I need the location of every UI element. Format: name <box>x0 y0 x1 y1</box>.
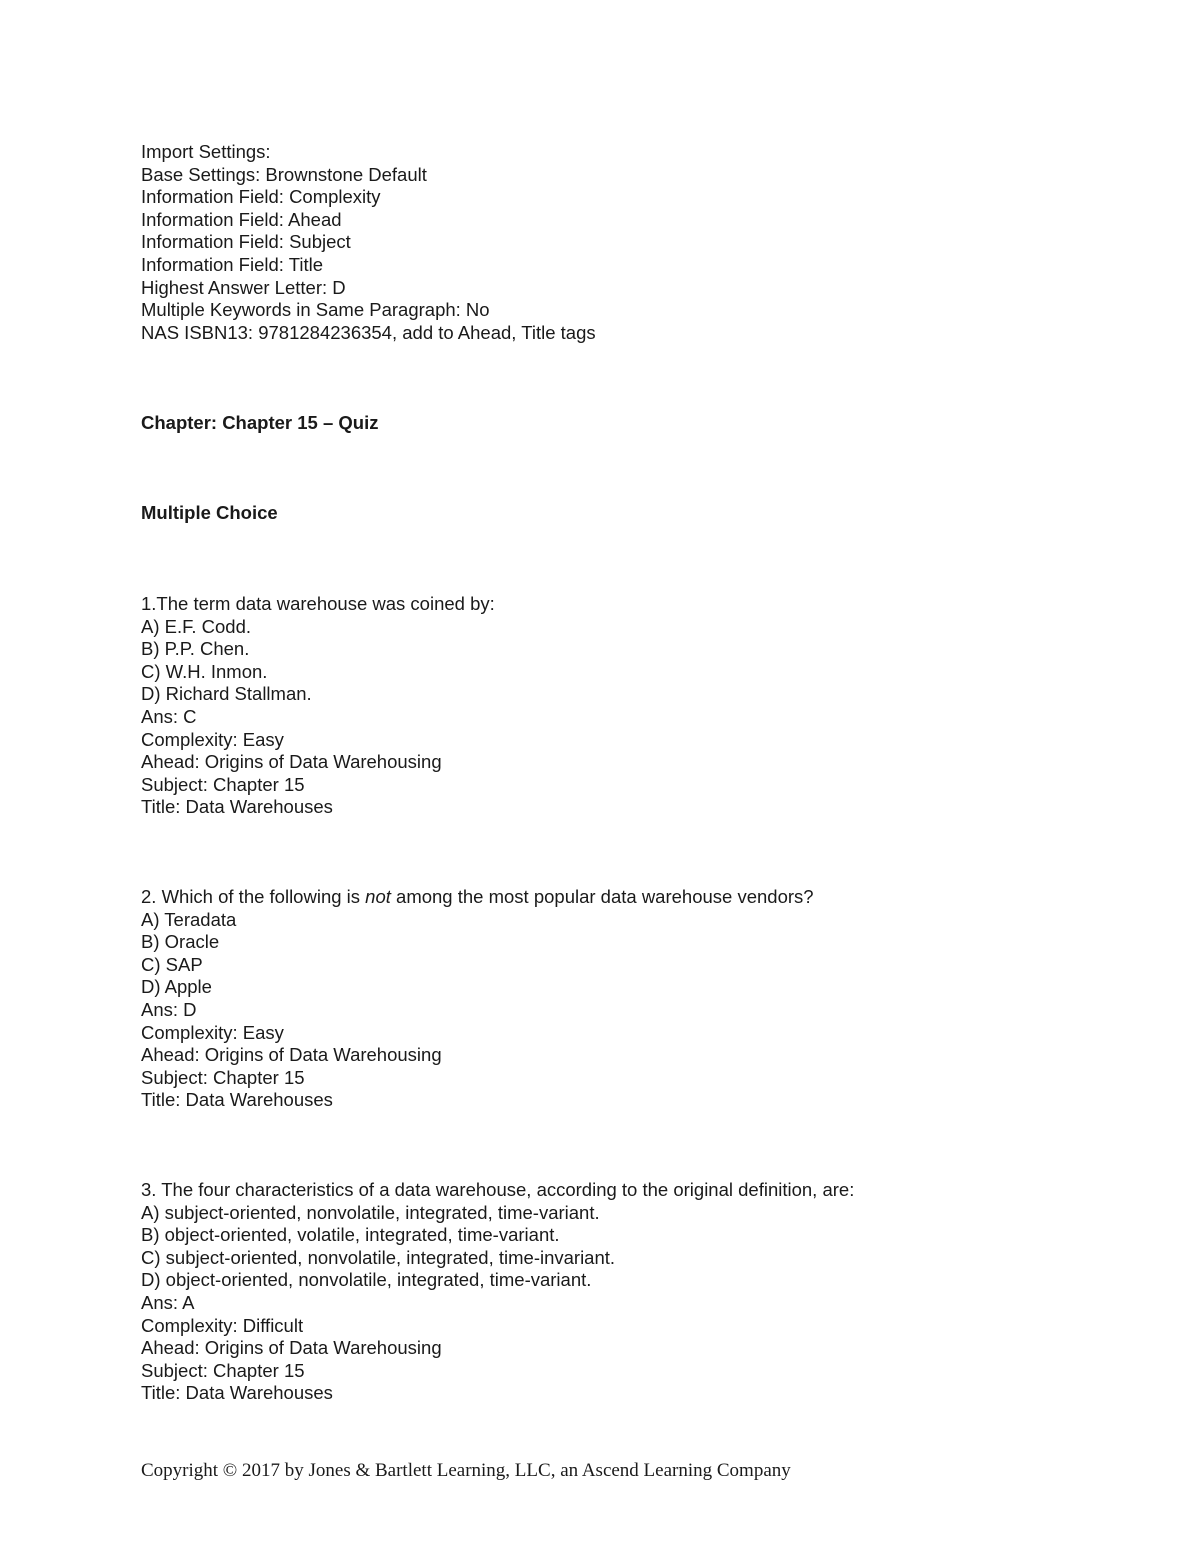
answer-option: B) Oracle <box>141 931 220 953</box>
import-settings-line: Information Field: Complexity <box>141 186 381 208</box>
question-stem-text: 2. Which of the following is <box>141 886 366 907</box>
import-settings-line: Import Settings: <box>141 141 271 162</box>
question-stem <box>141 886 814 909</box>
import-settings-line: NAS ISBN13: 9781284236354, add to Ahead, Title tags <box>141 321 596 343</box>
import-settings-line: Information Field: Title <box>141 253 323 275</box>
answer-option: D) object-oriented, nonvolatile, integrated, time-variant. <box>141 1269 592 1291</box>
answer-option: A) E.F. Codd. <box>141 615 252 637</box>
section-heading: Multiple Choice <box>141 502 278 523</box>
question-stem: 3. The four characteristics of a data warehouse, according to the original definition, are: <box>141 1179 855 1200</box>
question-block <box>141 593 495 819</box>
import-settings-block <box>141 141 1101 344</box>
complexity-field: Complexity: Easy <box>141 728 284 750</box>
complexity-field: Complexity: Difficult <box>141 1314 304 1336</box>
answer-key: Ans: D <box>141 998 197 1020</box>
import-settings-line: Information Field: Ahead <box>141 208 342 230</box>
answer-option: A) Teradata <box>141 908 237 930</box>
title-field: Title: Data Warehouses <box>141 1089 333 1111</box>
question-stem-emphasis: not <box>365 886 391 907</box>
ahead-field: Ahead: Origins of Data Warehousing <box>141 1337 442 1359</box>
ahead-field: Ahead: Origins of Data Warehousing <box>141 1044 442 1066</box>
import-settings-line: Multiple Keywords in Same Paragraph: No <box>141 299 490 321</box>
answer-key: Ans: C <box>141 705 197 727</box>
question-block <box>141 1179 854 1405</box>
title-field: Title: Data Warehouses <box>141 1382 333 1404</box>
answer-option: C) subject-oriented, nonvolatile, integrated, time-invariant. <box>141 1246 616 1268</box>
question-stem-text: among the most popular data warehouse vendors? <box>390 886 814 907</box>
subject-field: Subject: Chapter 15 <box>141 773 305 795</box>
answer-key: Ans: A <box>141 1291 195 1313</box>
import-settings-line: Information Field: Subject <box>141 231 351 253</box>
import-settings-line: Highest Answer Letter: D <box>141 276 346 298</box>
subject-field: Subject: Chapter 15 <box>141 1066 305 1088</box>
question-stem: 1.The term data warehouse was coined by: <box>141 593 495 614</box>
answer-option: B) P.P. Chen. <box>141 638 250 660</box>
title-field: Title: Data Warehouses <box>141 796 333 818</box>
answer-option: C) W.H. Inmon. <box>141 660 268 682</box>
ahead-field: Ahead: Origins of Data Warehousing <box>141 751 442 773</box>
answer-option: B) object-oriented, volatile, integrated, time-variant. <box>141 1224 560 1246</box>
document-page <box>141 141 1101 1404</box>
answer-option: A) subject-oriented, nonvolatile, integrated, time-variant. <box>141 1201 600 1223</box>
subject-field: Subject: Chapter 15 <box>141 1359 305 1381</box>
complexity-field: Complexity: Easy <box>141 1021 284 1043</box>
answer-option: C) SAP <box>141 953 203 975</box>
copyright-footer: Copyright © 2017 by Jones & Bartlett Learning, LLC, an Ascend Learning Company <box>141 1460 791 1481</box>
answer-option: D) Apple <box>141 976 212 998</box>
answer-option: D) Richard Stallman. <box>141 683 312 705</box>
chapter-heading: Chapter: Chapter 15 – Quiz <box>141 412 379 433</box>
question-block <box>141 886 814 1112</box>
import-settings-line: Base Settings: Brownstone Default <box>141 163 427 185</box>
